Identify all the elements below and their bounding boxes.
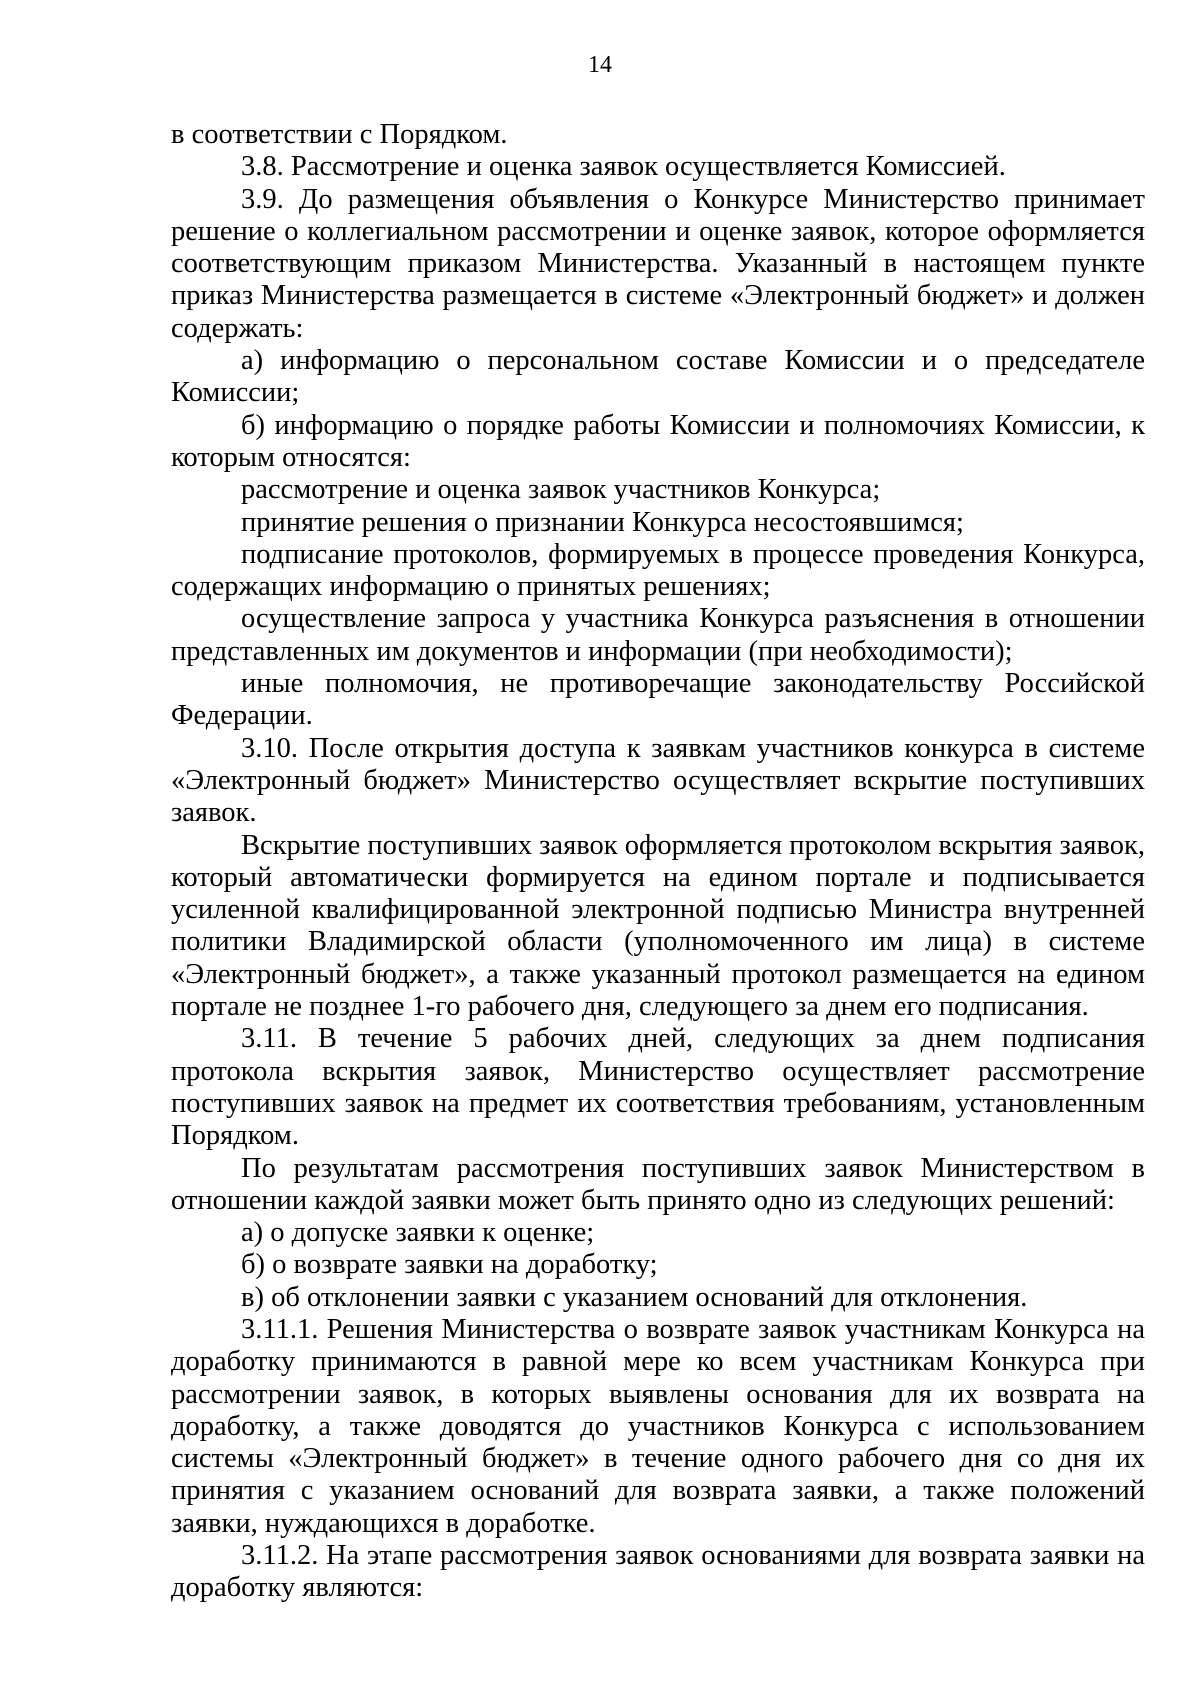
list-item-b: б) о возврате заявки на доработку;	[241, 1249, 658, 1281]
list-subitem: принятие решения о признании Конкурса несостоявшимся;	[241, 506, 964, 538]
list-item-v: в) об отклонении заявки с указанием оснований для отклонения.	[241, 1281, 1028, 1313]
list-subitem: подписание протоколов, формируемых в процессе проведения Конкурса, содержащих информацию о принятых решениях;	[171, 538, 1145, 603]
list-subitem: рассмотрение и оценка заявок участников Конкурса;	[241, 474, 881, 506]
list-item-b: б) информацию о порядке работы Комиссии и полномочиях Комиссии, к которым относятся:	[171, 409, 1145, 473]
paragraph: Вскрытие поступивших заявок оформляется протоколом вскрытия заявок, который автоматически формируется на едином портале и подписывается усиленной квалифицированной электронной подписью Министра внутренней политики Владимирской области (уполномоченного им лица) в системе «Электронный бюджет», а также указанный протокол размещается на едином портале не позднее 1-го рабочего дня, следующего за днем его подписания.	[171, 829, 1145, 1023]
list-subitem: осуществление запроса у участника Конкурса разъяснения в отношении представленных им документов и информации (при необходимости);	[171, 603, 1145, 667]
list-item-a: а) информацию о персональном составе Комиссии и о председателе Комиссии;	[171, 345, 1145, 409]
page-number: 14	[588, 52, 612, 78]
paragraph: По результатам рассмотрения поступивших заявок Министерством в отношении каждой заявки может быть принято одно из следующих решений:	[171, 1152, 1145, 1216]
list-item-a: а) о допуске заявки к оценке;	[241, 1217, 595, 1249]
paragraph-3-11-1: 3.11.1. Решения Министерства о возврате заявок участникам Конкурса на доработку принимаются в равной мере ко всем участникам Конкурса при рассмотрении заявок, в которых выявлены основания для их возврата на доработку, а также доводятся до участников Конкурса с использованием системы «Электронный бюджет» в течение одного рабочего дня со дня их принятия с указанием оснований для возврата заявки, а также положений заявки, нуждающихся в доработке.	[171, 1313, 1145, 1539]
paragraph: в соответствии с Порядком.	[171, 119, 508, 150]
list-subitem: иные полномочия, не противоречащие законодательству Российской Федерации.	[171, 668, 1145, 732]
paragraph-3-11-2: 3.11.2. На этапе рассмотрения заявок основаниями для возврата заявки на доработку являются:	[171, 1540, 1145, 1604]
paragraph-3-10: 3.10. После открытия доступа к заявкам участников конкурса в системе «Электронный бюджет» Министерство осуществляет вскрытие поступивших заявок.	[171, 732, 1145, 829]
paragraph-3-9: 3.9. До размещения объявления о Конкурсе Министерство принимает решение о коллегиальном рассмотрении и оценке заявок, которое оформляется соответствующим приказом Министерства. Указанный в настоящем пункте приказ Министерства размещается в системе «Электронный бюджет» и должен содержать:	[171, 183, 1145, 344]
document-body	[171, 119, 1145, 1605]
paragraph-3-8: 3.8. Рассмотрение и оценка заявок осуществляется Комиссией.	[241, 151, 1006, 183]
paragraph-3-11: 3.11. В течение 5 рабочих дней, следующих за днем подписания протокола вскрытия заявок, Министерство осуществляет рассмотрение поступивших заявок на предмет их соответствия требованиям, установленным Порядком.	[171, 1023, 1145, 1152]
